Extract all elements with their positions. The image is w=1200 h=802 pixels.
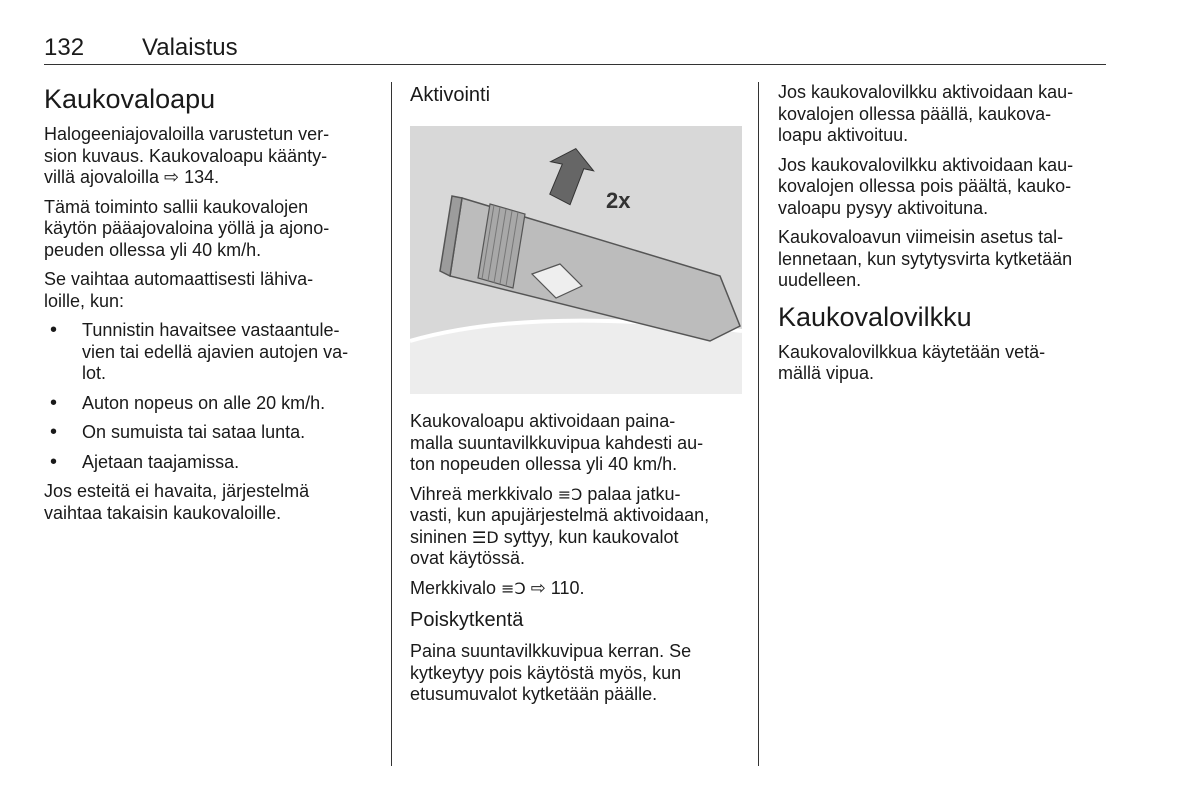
paragraph: Kaukovaloavun viimeisin asetus tal- lennetaan, kun sytytysvirta kytketään uudelleen. [778,227,1073,290]
paragraph: Jos esteitä ei havaita, järjestelmä vaihtaa takaisin kaukovaloille. [44,481,310,523]
list-item: • Auton nopeus on alle 20 km/h. [44,393,366,415]
paragraph: Kaukovaloapu aktivoidaan paina- malla suuntavilkkuvipua kahdesti au- ton nopeuden ollessa yli 40 km/h. [410,411,704,474]
list-item: • Ajetaan taajamissa. [44,452,366,474]
page-header [44,34,1106,65]
heading-aktivointi: Aktivointi [410,84,491,106]
paragraph: Tämä toiminto sallii kaukovalojen käytön pääajovaloina yöllä ja ajono- peuden ollessa yli 40 km/h. [44,196,330,260]
auto-high-beam-icon: ≡Ɔ [501,578,526,598]
column-left [44,82,366,532]
paragraph: Vihreä merkkivalo ≡Ɔ palaa jatku- vasti, kun apujärjestelmä aktivoidaan, sininen ☰D syttyy, kun kaukovalot ovat käytössä. [410,483,710,568]
heading-poiskytkenta: Poiskytkentä [410,609,524,631]
paragraph: Jos kaukovalovilkku aktivoidaan kau- kovalojen ollessa päällä, kaukova- loapu aktivoituu. [778,82,1074,145]
column-divider [758,82,759,766]
figure-label: 2x [606,188,631,213]
condition-list [44,320,366,473]
paragraph: Jos kaukovalovilkku aktivoidaan kau- kovalojen ollessa pois päältä, kauko- valoapu pysyy aktivoituna. [778,154,1074,218]
paragraph: Merkkivalo ≡Ɔ ⇨ 110. [410,577,585,598]
column-middle [410,82,742,714]
list-item: • On sumuista tai sataa lunta. [44,422,366,444]
lever-illustration [410,126,742,394]
high-beam-icon: ☰D [472,527,499,547]
paragraph: Se vaihtaa automaattisesti lähiva- loille, kun: [44,269,314,311]
section-title: Valaistus [142,34,238,61]
page-number: 132 [44,34,85,61]
column-divider [391,82,392,766]
paragraph: Paina suuntavilkkuvipua kerran. Se kytkeytyy pois käytöstä myös, kun etusumuvalot kytketään päälle. [410,641,692,704]
column-right [778,82,1106,393]
heading-kaukovaloapu: Kaukovaloapu [44,84,216,114]
list-item: • Tunnistin havaitsee vastaantule- vien tai edellä ajavien autojen va- lot. [44,320,366,385]
heading-kaukovalovilkku: Kaukovalovilkku [778,301,972,332]
auto-high-beam-icon: ≡Ɔ [557,484,583,504]
paragraph: Halogeeniajovaloilla varustetun ver- sion kuvaus. Kaukovaloapu käänty- villä ajovaloilla ⇨ 134. [44,124,330,187]
paragraph: Kaukovalovilkkua käytetään vetä- mällä vipua. [778,341,1046,383]
